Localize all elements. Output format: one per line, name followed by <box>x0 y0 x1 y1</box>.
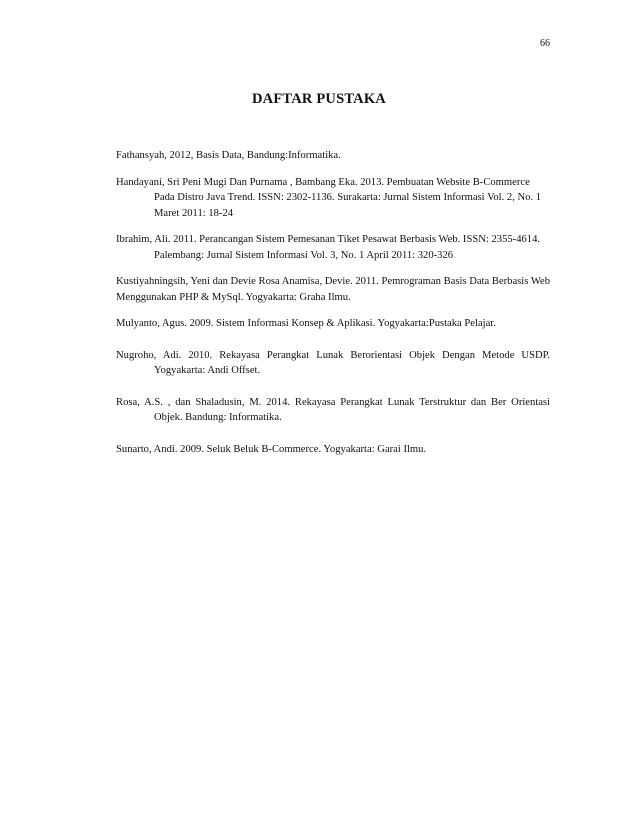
reference-item-ibrahim: Ibrahim, Ali. 2011. Perancangan Sistem Pemesanan Tiket Pesawat Berbasis Web. ISSN: 2355-4614. Palembang: Jurnal Sistem Informasi Vol. 3, No. 1 April 2011: 320-326 <box>116 234 541 261</box>
page-title: DAFTAR PUSTAKA <box>252 91 386 107</box>
reference-item-handayani: Handayani, Sri Peni Mugi Dan Purnama , Bambang Eka. 2013. Pembuatan Website B-Commerce Pada Distro Java Trend. ISSN: 2302-1136. Surakarta: Jurnal Sistem Informasi Vol. 2, No. 1 Maret 2011: 18-24 <box>116 176 542 219</box>
reference-item-nugroho: Nugroho, Adi. 2010. Rekayasa Perangkat Lunak Berorientasi Objek Dengan Metode USDP. Yogyakarta: Andi Offset. <box>116 349 550 376</box>
reference-list <box>116 148 550 471</box>
reference-item-mulyanto: Mulyanto, Agus. 2009. Sistem Informasi Konsep & Aplikasi. Yogyakarta:Pustaka Pelajar. <box>116 318 496 329</box>
reference-item-kustiyahningsih: Kustiyahningsih, Yeni dan Devie Rosa Anamisa, Devie. 2011. Pemrograman Basis Data Berbasis Web Menggunakan PHP & MySql. Yogyakarta: Graha Ilmu. <box>116 276 550 303</box>
reference-item-fathansyah: Fathansyah, 2012, Basis Data, Bandung:Informatika. <box>116 150 341 161</box>
page-number: 66 <box>540 38 550 49</box>
reference-item-sunarto: Sunarto, Andi. 2009. Seluk Beluk B-Commerce. Yogyakarta: Garai Ilmu. <box>116 443 427 455</box>
reference-item-rosa: Rosa, A.S. , dan Shaladusin, M. 2014. Rekayasa Perangkat Lunak Terstruktur dan Ber Orientasi Objek. Bandung: Informatika. <box>116 396 550 423</box>
